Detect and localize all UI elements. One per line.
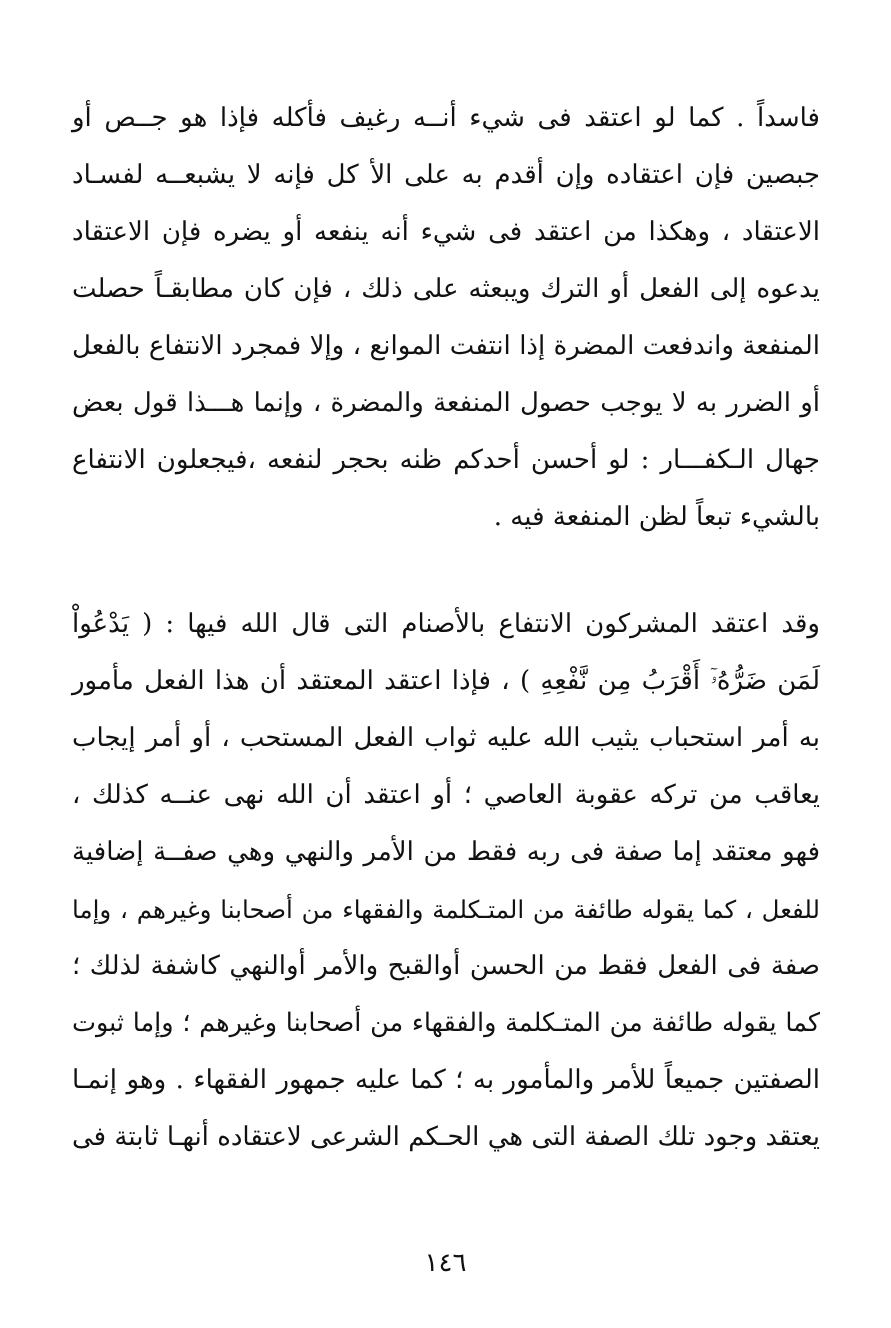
text-line: يعاقب من تركه عقوبة العاصي ؛ أو اعتقد أن الله نهى عنــه كذلك ، (72, 780, 820, 810)
paragraph-2 (72, 596, 820, 1166)
text-line: يعتقد وجود تلك الصفة التى هي الحـكم الشرعى لاعتقاده أنهـا ثابتة فى (72, 1122, 820, 1152)
text-line: لَمَن ضَرُّهُۥٓ أَقْرَبُ مِن نَّفْعِهِ ) ، فإذا اعتقد المعتقد أن هذا الفعل مأمور (72, 666, 820, 696)
text-line: أو الضرر به لا يوجب حصول المنفعة والمضرة ، وإنما هـــذا قول بعض (72, 388, 820, 418)
text-line: المنفعة واندفعت المضرة إذا انتفت الموانع ، وإلا فمجرد الانتفاع بالفعل (72, 331, 820, 361)
text-line: يدعوه إلى الفعل أو الترك ويبعثه على ذلك ، فإن كان مطابقـاً حصلت (72, 274, 820, 304)
paragraph-1 (72, 90, 820, 546)
text-line: الاعتقاد ، وهكذا من اعتقد فى شيء أنه ينفعه أو يضره فإن الاعتقاد (72, 217, 820, 247)
page-number: ١٤٦ (424, 1248, 467, 1278)
text-line: بالشيء تبعاً لظن المنفعة فيه . (493, 502, 820, 532)
text-line: وقد اعتقد المشركون الانتفاع بالأصنام التى قال الله فيها : ( يَدْعُواْ (72, 609, 820, 639)
text-line: الصفتين جميعاً للأمر والمأمور به ؛ كما عليه جمهور الفقهاء . وهو إنمـا (72, 1065, 820, 1095)
text-line: به أمر استحباب يثيب الله عليه ثواب الفعل المستحب ، أو أمر إيجاب (72, 723, 820, 753)
text-line: للفعل ، كما يقوله طائفة من المتـكلمة والفقهاء من أصحابنا وغيرهم ، وإما (72, 895, 820, 924)
text-line: فاسداً . كما لو اعتقد فى شيء أنــه رغيف فأكله فإذا هو جــص أو (72, 103, 820, 133)
text-line: كما يقوله طائفة من المتـكلمة والفقهاء من أصحابنا وغيرهم ؛ وإما ثبوت (72, 1008, 820, 1038)
text-line: جهال الـكفـــار : لو أحسن أحدكم ظنه بحجر لنفعه ،فيجعلون الانتفاع (72, 445, 820, 475)
text-line: صفة فى الفعل فقط من الحسن أوالقبح والأمر أوالنهي كاشفة لذلك ؛ (72, 951, 820, 981)
text-line: فهو معتقد إما صفة فى ربه فقط من الأمر والنهي وهي صفــة إضافية (72, 837, 820, 867)
text-line: جبصين فإن اعتقاده وإن أقدم به على الأ كل فإنه لا يشبعــه لفسـاد (72, 160, 820, 190)
